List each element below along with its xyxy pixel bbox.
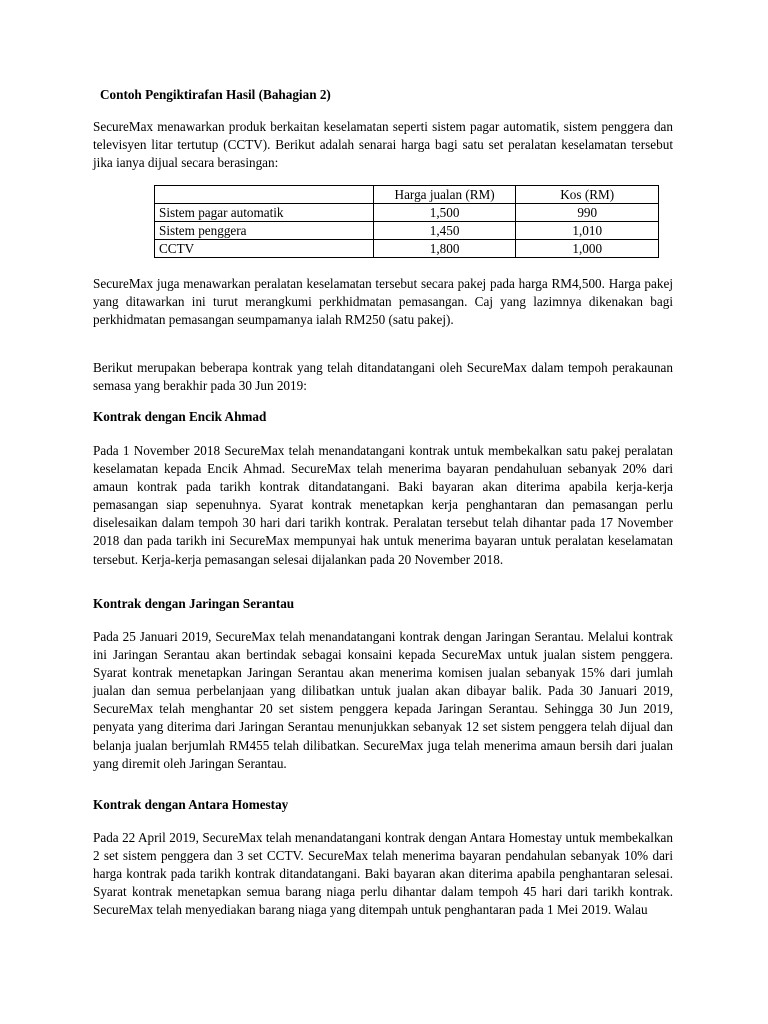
table-cell: 990 (516, 204, 659, 222)
section-body: Pada 1 November 2018 SecureMax telah menandatangani kontrak untuk membekalkan satu pakej peralatan keselamatan kepada Encik Ahmad. SecureMax telah menerima bayaran pendahuluan sebanyak 20% dari amaun kontrak pada tarikh kontrak ditandatangani. Baki bayaran akan diterima apabila kerja-kerja pemasangan siap sepenuhnya. Syarat kontrak menetapkan kerja penghantaran dan pemasangan perlu diselesaikan dalam tempoh 30 hari dari tarikh kontrak. Peralatan tersebut telah dihantar pada 17 November 2018 dan pada tarikh ini SecureMax mempunyai hak untuk menerima bayaran untuk peralatan keselamatan tersebut. Kerja-kerja pemasangan selesai dijalankan pada 20 November 2018. (93, 443, 673, 567)
page-title: Contoh Pengiktirafan Hasil (Bahagian 2) (100, 87, 331, 102)
table-row (155, 240, 659, 258)
table-cell: 1,450 (373, 222, 516, 240)
contracts-intro-paragraph: Berikut merupakan beberapa kontrak yang telah ditandatangani oleh SecureMax dalam tempoh perakaunan semasa yang berakhir pada 30 Jun 2019: (93, 360, 673, 394)
table-cell: 1,000 (516, 240, 659, 258)
section-heading: Kontrak dengan Jaringan Serantau (93, 596, 295, 611)
table-cell: 1,010 (516, 222, 659, 240)
price-table (154, 185, 659, 258)
package-paragraph: SecureMax juga menawarkan peralatan keselamatan tersebut secara pakej pada harga RM4,500. Harga pakej yang ditawarkan ini turut merangkumi perkhidmatan pemasangan. Caj yang lazimnya dikenakan bagi perkhidmatan pemasangan seumpamanya ialah RM250 (satu pakej). (93, 276, 673, 328)
section-heading: Kontrak dengan Encik Ahmad (93, 409, 267, 424)
table-header-cell: Kos (RM) (516, 186, 659, 204)
section-body: Pada 22 April 2019, SecureMax telah menandatangani kontrak dengan Antara Homestay untuk membekalkan 2 set sistem penggera dan 3 set CCTV. SecureMax telah menerima bayaran pendahulan sebanyak 10% dari harga kontrak pada tarikh kontrak ditandatangani. Baki bayaran akan diterima apabila penghantaran selesai. Syarat kontrak menetapkan semua barang niaga perlu dihantar dalam tempoh 45 hari dari tarikh kontrak. SecureMax telah menyediakan barang niaga yang ditempah untuk penghantaran pada 1 Mei 2019. Walau (93, 830, 673, 918)
table-cell: 1,500 (373, 204, 516, 222)
table-cell: Sistem pagar automatik (155, 204, 374, 222)
table-cell: CCTV (155, 240, 374, 258)
section-heading: Kontrak dengan Antara Homestay (93, 797, 289, 812)
table-row (155, 222, 659, 240)
table-header-row (155, 186, 659, 204)
section-body: Pada 25 Januari 2019, SecureMax telah menandatangani kontrak dengan Jaringan Serantau. Melalui kontrak ini Jaringan Serantau akan bertindak sebagai konsaini kepada SecureMax untuk jualan sistem penggera. Syarat kontrak menetapkan Jaringan Serantau akan menerima komisen jualan sebanyak 15% dari jumlah jualan dan semua perbelanjaan yang dilibatkan untuk jualan akan dibayar balik. Pada 30 Januari 2019, SecureMax telah menghantar 20 set sistem penggera kepada Jaringan Serantau. Sehingga 30 Jun 2019, penyata yang diterima dari Jaringan Serantau menunjukkan sebanyak 12 set sistem penggera telah dijual dan belanja jualan berjumlah RM455 telah dilibatkan. SecureMax juga telah menerima amaun bersih dari jualan yang diremit oleh Jaringan Serantau. (93, 629, 673, 771)
table-cell: Sistem penggera (155, 222, 374, 240)
table-row (155, 204, 659, 222)
intro-paragraph: SecureMax menawarkan produk berkaitan keselamatan seperti sistem pagar automatik, sistem penggera dan televisyen litar tertutup (CCTV). Berikut adalah senarai harga bagi satu set peralatan keselamatan tersebut jika ianya dijual secara berasingan: (93, 119, 673, 171)
table-header-cell (155, 186, 374, 204)
table-header-cell: Harga jualan (RM) (373, 186, 516, 204)
table-cell: 1,800 (373, 240, 516, 258)
